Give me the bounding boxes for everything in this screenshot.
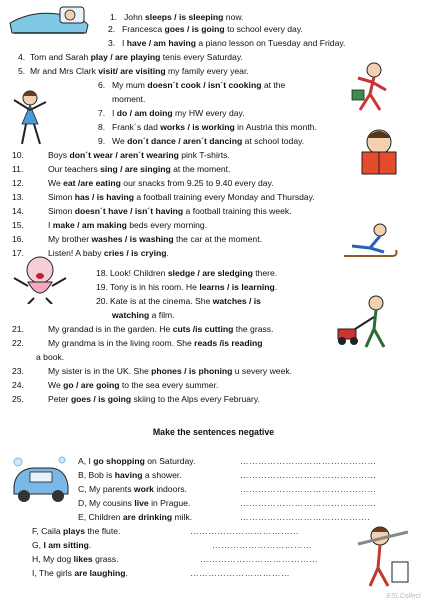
- crying-baby-clipart: [8, 254, 72, 304]
- verb-choice: works / is working: [160, 122, 235, 132]
- sentence-text: .: [274, 282, 278, 292]
- exercise-one-line: [98, 108, 245, 119]
- sentence-text: Our teachers: [48, 164, 101, 174]
- line-number: 13.: [12, 192, 24, 202]
- verb-choice: has / is having: [74, 192, 134, 202]
- exercise-one-line: [98, 80, 285, 91]
- sentence-text: B, Bob is: [78, 470, 115, 480]
- sentence-text: Listen! A baby: [48, 248, 104, 258]
- exercise-one-line: [108, 38, 345, 49]
- line-number: 24.: [12, 380, 24, 390]
- sentence-text: to the sea every summer.: [119, 380, 219, 390]
- sentence-text: I: [112, 108, 117, 118]
- verb-highlight: likes: [73, 554, 93, 564]
- line-number: 17.: [12, 248, 24, 258]
- sentence-text: F, Caila: [32, 526, 64, 536]
- verb-choice: make / am making: [52, 220, 127, 230]
- negative-sentence: [78, 456, 195, 467]
- answer-blank[interactable]: ……………………………: [212, 540, 313, 550]
- answer-blank[interactable]: ………………………………………: [240, 470, 377, 480]
- sentence-text: pink T-shirts.: [178, 150, 230, 160]
- sentence-text: I, The girls: [32, 568, 75, 578]
- sentence-text: C, My parents: [78, 484, 134, 494]
- dancing-girl-clipart: [8, 88, 52, 148]
- answer-blank[interactable]: ……………………………: [190, 568, 291, 578]
- line-number: 7.: [98, 108, 106, 118]
- exercise-one-line: [36, 352, 64, 363]
- exercise-one-line: [108, 24, 303, 35]
- sentence-text: milk.: [172, 512, 193, 522]
- verb-choice: do / am doing: [116, 108, 173, 118]
- sentence-text: a football training this week.: [183, 206, 292, 216]
- sentence-text: Peter: [48, 394, 71, 404]
- sentence-text: on Saturday.: [144, 456, 196, 466]
- sentence-text: the car at the moment.: [173, 234, 262, 244]
- sentence-text: A, I: [78, 456, 94, 466]
- verb-choice: don´t wear / aren´t wearing: [69, 150, 179, 160]
- exercise-one-line: [98, 122, 317, 133]
- line-number: 20.: [96, 296, 108, 306]
- verb-highlight: are laughing: [74, 568, 126, 578]
- sentence-text: I: [122, 38, 127, 48]
- line-number: 19.: [96, 282, 108, 292]
- verb-highlight: work: [133, 484, 154, 494]
- sentence-text: there.: [252, 268, 278, 278]
- sentence-text: We: [48, 380, 64, 390]
- exercise-one-line: [12, 248, 169, 259]
- exercise-one-line: [112, 310, 175, 321]
- exercise-one-line: [96, 268, 277, 279]
- answer-blank[interactable]: …………………………………….: [240, 512, 371, 522]
- exercise-one-line: [12, 366, 292, 377]
- car-wash-clipart: [8, 452, 74, 506]
- sentence-text: my HW every day.: [172, 108, 245, 118]
- verb-choice: doesn´t cook / isn´t cooking: [147, 80, 262, 90]
- verb-choice: goes / is going: [164, 24, 225, 34]
- line-number: 6.: [98, 80, 106, 90]
- verb-choice: sleeps / is sleeping: [145, 12, 224, 22]
- verb-choice: have / am having: [126, 38, 197, 48]
- sentence-text: I: [48, 220, 53, 230]
- answer-blank[interactable]: ………………………………………: [240, 456, 377, 466]
- sentence-text: Tom and Sarah: [30, 52, 91, 62]
- exercise-one-line: [18, 66, 249, 77]
- sentence-text: at school today.: [242, 136, 305, 146]
- verb-choice: visit/ are visiting: [98, 66, 166, 76]
- verb-choice: watching: [112, 310, 150, 320]
- sentence-text: .: [166, 248, 169, 258]
- sentence-text: We: [48, 178, 64, 188]
- negative-sentence: [78, 484, 187, 495]
- verb-choice: learns / is learning: [199, 282, 275, 292]
- sentence-text: .: [125, 568, 128, 578]
- line-number: 16.: [12, 234, 24, 244]
- line-number: 23.: [12, 366, 24, 376]
- exercise-one-line: [96, 296, 261, 307]
- sentence-text: Tony is in his room. He: [110, 282, 200, 292]
- line-number: 12.: [12, 178, 24, 188]
- sledging-kid-clipart: [340, 222, 400, 262]
- verb-highlight: live: [134, 498, 149, 508]
- line-number: 25.: [12, 394, 24, 404]
- sentence-text: E, Children: [78, 512, 123, 522]
- verb-choice: eat /are eating: [63, 178, 121, 188]
- sentence-text: Simon: [48, 206, 75, 216]
- verb-choice: sing / are singing: [100, 164, 171, 174]
- sentence-text: skiing to the Alps every February.: [131, 394, 260, 404]
- line-number: 18.: [96, 268, 108, 278]
- sentence-text: Boys: [48, 150, 70, 160]
- sentence-text: My mum: [112, 80, 148, 90]
- sentence-text: G,: [32, 540, 44, 550]
- mowing-grandad-clipart: [330, 293, 396, 349]
- sentence-text: a film.: [149, 310, 175, 320]
- exercise-one-line: [96, 282, 277, 293]
- sentence-text: indoors.: [153, 484, 187, 494]
- sentence-text: now.: [223, 12, 244, 22]
- line-number: 2.: [108, 24, 116, 34]
- verb-choice: reads /is reading: [194, 338, 263, 348]
- sentence-text: in Prague.: [148, 498, 191, 508]
- sentence-text: My grandma is in the living room. She: [48, 338, 195, 348]
- running-kid-clipart: [344, 60, 394, 114]
- negative-sentence: [32, 554, 118, 565]
- verb-choice: doesn´t have / isn´t having: [74, 206, 184, 216]
- sentence-text: my family every year.: [165, 66, 249, 76]
- sentence-text: a piano lesson on Tuesday and Friday.: [196, 38, 346, 48]
- verb-highlight: are drinking: [122, 512, 173, 522]
- exercise-one-line: [12, 338, 262, 349]
- exercise-one-line: [12, 394, 260, 405]
- sentence-text: to school every day.: [224, 24, 303, 34]
- negative-sentence: [78, 470, 182, 481]
- negative-sentence: [32, 526, 120, 537]
- line-number: 15.: [12, 220, 24, 230]
- flute-player-clipart: [352, 522, 412, 588]
- verb-choice: cuts /is cutting: [172, 324, 234, 334]
- reading-boy-clipart: [354, 126, 404, 178]
- line-number: 8.: [98, 122, 106, 132]
- line-number: 14.: [12, 206, 24, 216]
- sentence-text: Simon: [48, 192, 75, 202]
- exercise-one-line: [12, 380, 218, 391]
- verb-choice: washes / is washing: [91, 234, 174, 244]
- verb-choice: sledge / are sledging: [167, 268, 253, 278]
- sentence-text: My grandad is in the garden. He: [48, 324, 173, 334]
- sentence-text: My brother: [48, 234, 92, 244]
- exercise-one-line: [12, 178, 274, 189]
- sentence-text: at the moment.: [170, 164, 231, 174]
- negative-sentence: [78, 498, 190, 509]
- exercise-one-line: [12, 192, 315, 203]
- sentence-text: at the: [261, 80, 286, 90]
- exercise-one-line: [12, 164, 230, 175]
- sentence-text: D, My cousins: [78, 498, 135, 508]
- sentence-text: Francesca: [122, 24, 165, 34]
- sentence-text: Kate is at the cinema. She: [110, 296, 213, 306]
- verb-choice: don´t dance / aren´t dancing: [127, 136, 243, 146]
- watermark: ESLCollect: [386, 593, 421, 600]
- line-number: 11.: [12, 164, 24, 174]
- sentence-text: a book.: [36, 352, 65, 362]
- section-heading: Make the sentences negative: [152, 427, 275, 437]
- sentence-text: moment.: [112, 94, 146, 104]
- answer-blank[interactable]: ………………………………………: [240, 484, 377, 494]
- sentence-text: Frank´s dad: [112, 122, 161, 132]
- verb-highlight: having: [114, 470, 143, 480]
- negative-sentence: [78, 512, 192, 523]
- answer-blank[interactable]: ………………………………………: [240, 498, 377, 508]
- sentence-text: Look! Children: [110, 268, 168, 278]
- exercise-one-line: [12, 220, 207, 231]
- verb-highlight: plays: [63, 526, 86, 536]
- verb-choice: watches / is: [212, 296, 261, 306]
- sentence-text: beds every morning.: [126, 220, 208, 230]
- sentence-text: in Austria this month.: [234, 122, 317, 132]
- negative-sentence: [32, 540, 91, 551]
- sleeping-boy-clipart: [4, 3, 92, 37]
- sentence-text: Mr and Mrs Clark: [30, 66, 99, 76]
- verb-choice: cries / is crying: [103, 248, 167, 258]
- line-number: 1.: [110, 12, 118, 22]
- sentence-text: John: [124, 12, 146, 22]
- sentence-text: grass.: [92, 554, 119, 564]
- exercise-one-line: [110, 12, 243, 23]
- line-number: 10.: [12, 150, 24, 160]
- exercise-one-line: [12, 234, 262, 245]
- exercise-one-line: [98, 136, 304, 147]
- line-number: 5.: [18, 66, 26, 76]
- answer-blank[interactable]: ………………………………: [190, 526, 300, 536]
- line-number: 4.: [18, 52, 26, 62]
- exercise-one-line: [12, 324, 273, 335]
- sentence-text: We: [112, 136, 128, 146]
- line-number: 22.: [12, 338, 24, 348]
- sentence-text: H, My dog: [32, 554, 74, 564]
- sentence-text: .: [88, 540, 92, 550]
- exercise-one-line: [12, 206, 292, 217]
- sentence-text: u severy week.: [232, 366, 293, 376]
- sentence-text: our snacks from 9.25 to 9.40 every day.: [120, 178, 274, 188]
- verb-choice: phones / is phoning: [151, 366, 233, 376]
- verb-highlight: go shopping: [93, 456, 145, 466]
- line-number: 21.: [12, 324, 24, 334]
- sentence-text: a football training every Monday and Thursday.: [133, 192, 315, 202]
- exercise-one-line: [112, 94, 145, 105]
- verb-highlight: I am sitting: [43, 540, 89, 550]
- verb-choice: play / are playing: [90, 52, 161, 62]
- sentence-text: the grass.: [233, 324, 274, 334]
- sentence-text: a shower.: [142, 470, 182, 480]
- sentence-text: the flute.: [85, 526, 121, 536]
- verb-choice: go / are going: [63, 380, 120, 390]
- answer-blank[interactable]: …………………………………: [200, 554, 319, 564]
- exercise-one-line: [18, 52, 243, 63]
- sentence-text: My sister is in the UK. She: [48, 366, 152, 376]
- sentence-text: tenis every Saturday.: [160, 52, 243, 62]
- negative-sentence: [32, 568, 128, 579]
- exercise-one-line: [12, 150, 230, 161]
- line-number: 9.: [98, 136, 106, 146]
- line-number: 3.: [108, 38, 116, 48]
- verb-choice: goes / is going: [70, 394, 132, 404]
